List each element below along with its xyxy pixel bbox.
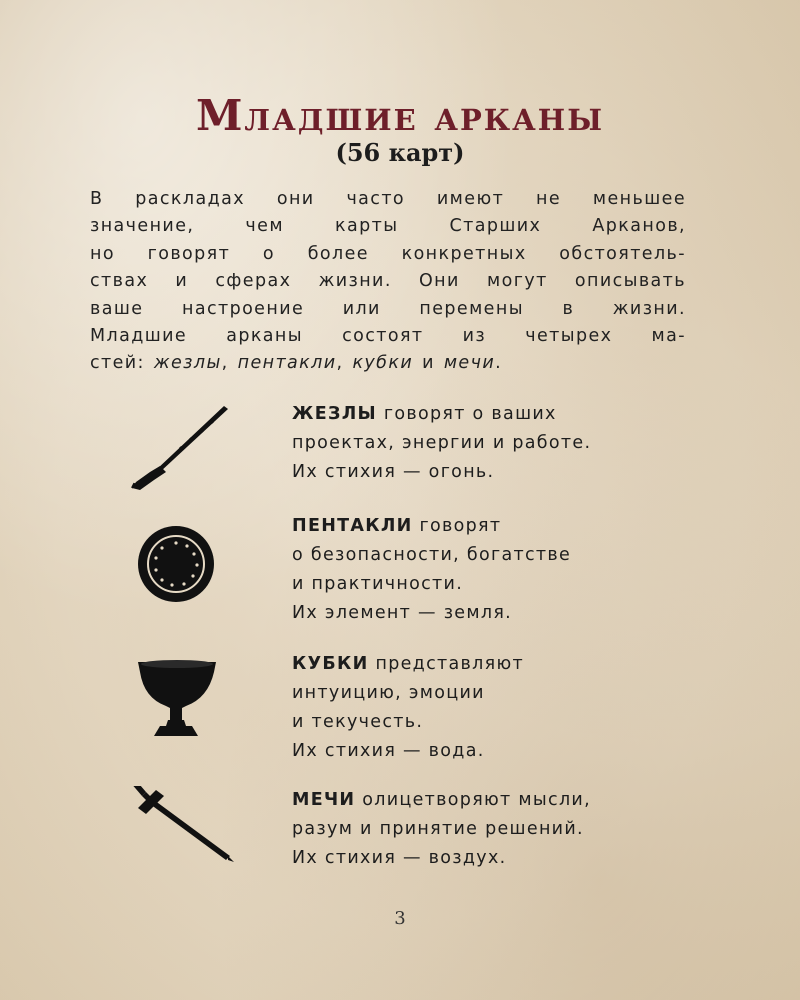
suit-first-rest: говорят: [412, 516, 502, 536]
intro-suit-cups: кубки: [352, 353, 414, 374]
suit-first-line: [292, 650, 524, 679]
suit-line: Их стихия — воздух.: [292, 848, 507, 868]
page-title: Младшие арканы: [195, 91, 605, 140]
suit-line: проектах, энергии и работе.: [292, 433, 592, 453]
suit-pentacles: [120, 512, 720, 632]
intro-line: Младшие арканы состоят из четырех ма-: [90, 326, 686, 347]
intro-line: В раскладах они часто имеют не меньшее: [90, 189, 686, 209]
intro-comma: ,: [221, 353, 238, 374]
suit-line: и текучесть.: [292, 712, 424, 732]
suit-line: интуицию, эмоции: [292, 683, 485, 703]
page-number: 3: [394, 908, 406, 929]
intro-paragraph: [90, 186, 686, 378]
suit-first-rest: олицетворяют мысли,: [355, 790, 591, 810]
intro-last-line: [90, 350, 686, 377]
intro-line: ствах и сферах жизни. Они могут описывать: [90, 271, 686, 292]
intro-and: и: [413, 353, 444, 374]
intro-last-prefix: стей:: [90, 353, 154, 374]
suit-swords-text: [292, 786, 591, 873]
suit-pentacles-text: [292, 512, 571, 628]
suit-line: о безопасности, богатстве: [292, 545, 572, 565]
suit-first-line: [292, 512, 571, 541]
suit-line: Их стихия — огонь.: [292, 462, 495, 482]
suit-line: Их стихия — вода.: [292, 741, 485, 761]
intro-comma: ,: [336, 353, 353, 374]
wand-icon: [120, 400, 240, 510]
suit-cups-text: [292, 650, 524, 766]
suit-first-line: [292, 786, 591, 815]
intro-suit-wands: жезлы: [153, 353, 222, 374]
suit-wands-text: [292, 400, 591, 487]
intro-line: ваше настроение или перемены в жизни.: [90, 298, 686, 319]
suit-first-rest: представляют: [368, 654, 524, 674]
intro-suit-swords: мечи: [443, 353, 496, 374]
intro-line: значение, чем карты Старших Арканов,: [90, 216, 686, 237]
suit-line: и практичности.: [292, 574, 464, 594]
suit-line: разум и принятие решений.: [292, 819, 584, 839]
suit-name: ПЕНТАКЛИ: [292, 516, 413, 536]
suit-name: КУБКИ: [292, 654, 369, 674]
suit-name: ЖЕЗЛЫ: [292, 404, 377, 424]
intro-line: но говорят о более конкретных обстоятель-: [90, 243, 686, 264]
page-subtitle: (56 карт): [335, 138, 465, 167]
suit-cups: [120, 650, 720, 770]
intro-suit-pentacles: пентакли: [237, 353, 337, 374]
suit-name: МЕЧИ: [292, 790, 356, 810]
intro-period: .: [495, 353, 503, 374]
suit-swords: [120, 786, 720, 906]
suit-first-line: [292, 400, 591, 429]
sword-icon: [120, 786, 240, 896]
suit-line: Их элемент — земля.: [292, 603, 513, 623]
suit-first-rest: говорят о ваших: [376, 404, 557, 424]
cup-icon: [120, 650, 240, 760]
suit-wands: [120, 400, 720, 520]
pentacle-icon: [120, 512, 240, 622]
